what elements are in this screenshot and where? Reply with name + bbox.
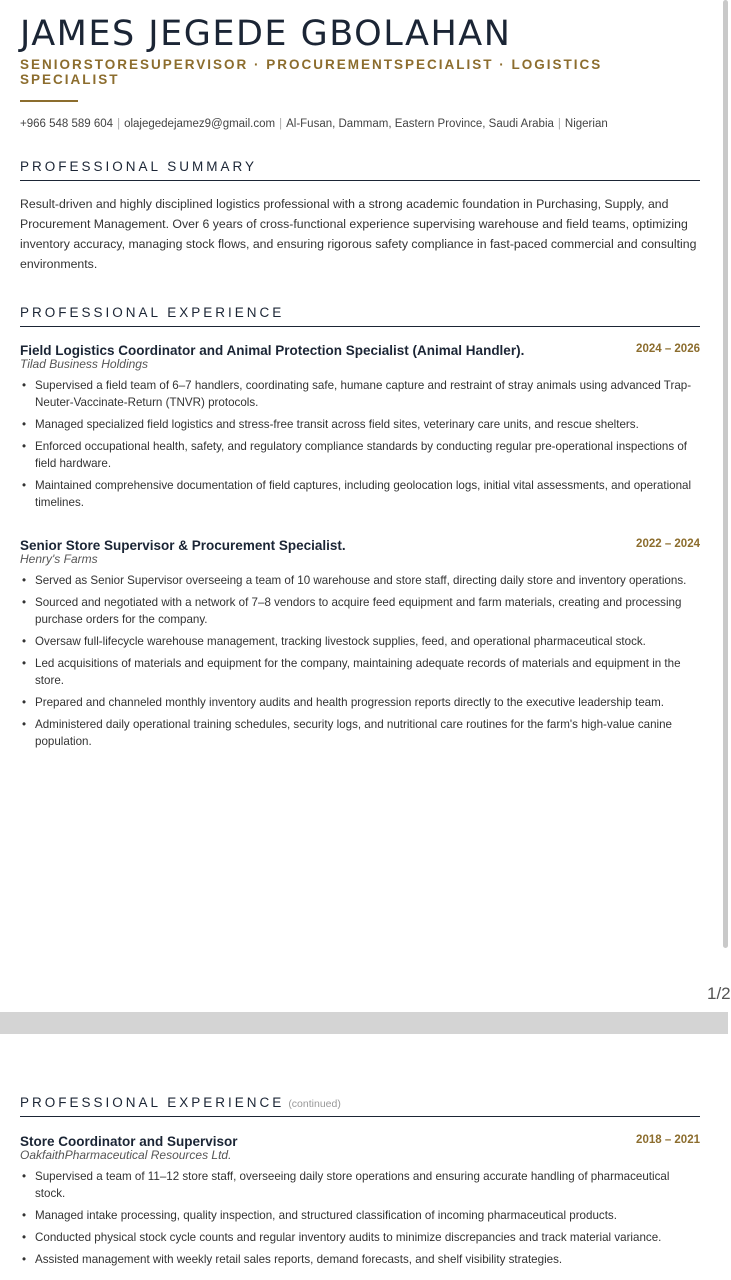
bullet-item — [20, 377, 700, 411]
bullet-text: Served as Senior Supervisor overseeing a team of 10 warehouse and store staff, directing daily store and inventory operations. — [35, 574, 687, 587]
bullet-text: Assisted management with weekly retail sales reports, demand forecasts, and shelf visibility strategies. — [35, 1253, 563, 1266]
company-name: Tilad Business Holdings — [20, 357, 148, 371]
bullet-text: Conducted physical stock cycle counts and regular inventory audits to minimize discrepancies and track material variance. — [35, 1231, 662, 1244]
separator: | — [279, 118, 283, 130]
bullet-item — [20, 716, 700, 750]
headline-tagline: SENIORSTORESUPERVISOR · PROCUREMENTSPECIALIST · LOGISTICS SPECIALIST — [20, 57, 603, 87]
job-dates: 2022 – 2024 — [636, 538, 700, 550]
summary-text: Result-driven and highly disciplined logistics professional with a strong academic foundation in Purchasing, Supply, and Procurement Management. Over 6 years of cross-functional experience supervising warehouse and field teams, optimizing inventory accuracy, managing stock flows, and ensuring rigorous safety compliance in fast-paced commercial and consulting environments. — [20, 197, 697, 271]
bullet-dot: • — [22, 1231, 27, 1244]
bullet-item — [20, 655, 700, 689]
company-name: Henry's Farms — [20, 552, 98, 566]
job-entry — [20, 342, 700, 516]
bullet-item — [20, 572, 700, 589]
accent-divider — [20, 100, 78, 102]
bullet-dot: • — [22, 440, 27, 453]
bullet-text: Oversaw full-lifecycle warehouse management, tracking livestock supplies, feed, and operational pharmaceutical stock. — [35, 635, 646, 648]
bullet-dot: • — [22, 379, 27, 392]
separator: | — [117, 118, 121, 130]
section-title-experience-text: PROFESSIONAL EXPERIENCE — [20, 305, 285, 320]
section-title-experience-text: PROFESSIONAL EXPERIENCE — [20, 1095, 285, 1110]
job-title: Store Coordinator and Supervisor — [20, 1134, 238, 1149]
job-title: Field Logistics Coordinator and Animal Protection Specialist (Animal Handler). — [20, 343, 525, 358]
bullet-text: Maintained comprehensive documentation of field captures, including geolocation logs, initial vital assessments, and operational timelines. — [35, 479, 692, 509]
bullet-text: Managed intake processing, quality inspection, and structured classification of incoming pharmaceutical products. — [35, 1209, 617, 1222]
bullet-dot: • — [22, 635, 27, 648]
job-header — [20, 1133, 700, 1148]
job-header — [20, 342, 700, 357]
bullet-dot: • — [22, 696, 27, 709]
bullet-text: Managed specialized field logistics and stress-free transit across field sites, veterinary care units, and rescue shelters. — [35, 418, 639, 431]
bullet-item — [20, 1251, 700, 1268]
contact-line — [20, 118, 608, 130]
bullet-dot: • — [22, 1209, 27, 1222]
bullet-dot: • — [22, 718, 27, 731]
company-name: OakfaithPharmaceutical Resources Ltd. — [20, 1148, 232, 1162]
job-entry — [20, 1133, 700, 1273]
job-bullets — [20, 377, 700, 511]
bullet-item — [20, 1168, 700, 1202]
bullet-dot: • — [22, 574, 27, 587]
bullet-dot: • — [22, 418, 27, 431]
bullet-item — [20, 477, 700, 511]
bullet-text: Administered daily operational training schedules, security logs, and nutritional care routines for the farm's high-value canine population. — [35, 718, 672, 748]
nationality: Nigerian — [564, 118, 608, 130]
bullet-text: Led acquisitions of materials and equipment for the company, maintaining adequate records of materials and equipment in the store. — [35, 657, 681, 687]
job-dates: 2018 – 2021 — [636, 1134, 700, 1146]
resume-page-2 — [0, 1034, 728, 1280]
job-header — [20, 537, 700, 552]
job-bullets — [20, 1168, 700, 1268]
bullet-text: Enforced occupational health, safety, and regulatory compliance standards by conducting regular pre-operational inspections of field hardware. — [35, 440, 688, 470]
bullet-text: Supervised a team of 11–12 store staff, overseeing daily store operations and ensuring accurate handling of pharmaceutical stock. — [35, 1170, 670, 1200]
job-entry — [20, 537, 700, 755]
bullet-item — [20, 694, 700, 711]
bullet-item — [20, 438, 700, 472]
bullet-dot: • — [22, 1170, 27, 1183]
bullet-dot: • — [22, 1253, 27, 1266]
job-title: Senior Store Supervisor & Procurement Specialist. — [20, 538, 346, 553]
bullet-item — [20, 633, 700, 650]
bullet-item — [20, 594, 700, 628]
continued-label: (continued) — [288, 1098, 341, 1110]
bullet-dot: • — [22, 479, 27, 492]
page-gap — [0, 1012, 728, 1034]
job-dates: 2024 – 2026 — [636, 343, 700, 355]
section-title-summary-text: PROFESSIONAL SUMMARY — [20, 159, 258, 174]
bullet-item — [20, 1207, 700, 1224]
section-title-experience-continued — [20, 1095, 700, 1117]
bullet-dot: • — [22, 657, 27, 670]
bullet-dot: • — [22, 596, 27, 609]
scrollbar[interactable] — [723, 0, 728, 948]
phone-number: +966 548 589 604 — [20, 118, 114, 130]
candidate-name: JAMES JEGEDE GBOLAHAN — [20, 14, 512, 54]
separator: | — [557, 118, 561, 130]
page-indicator: 1/2 — [707, 984, 731, 1003]
bullet-text: Sourced and negotiated with a network of 7–8 vendors to acquire feed equipment and farm materials, creating and processing purchase orders for the company. — [35, 596, 682, 626]
bullet-item — [20, 1229, 700, 1246]
bullet-item — [20, 416, 700, 433]
location: Al-Fusan, Dammam, Eastern Province, Saudi Arabia — [286, 118, 554, 130]
bullet-text: Supervised a field team of 6–7 handlers, coordinating safe, humane capture and restraint of stray animals using advanced Trap-Neuter-Vaccinate-Return (TNVR) protocols. — [35, 379, 692, 409]
job-bullets — [20, 572, 700, 750]
section-title-experience — [20, 305, 700, 327]
email-address[interactable]: olajegedejamez9@gmail.com — [124, 118, 276, 130]
section-title-summary — [20, 159, 700, 181]
bullet-text: Prepared and channeled monthly inventory audits and health progression reports directly to the executive leadership team. — [35, 696, 665, 709]
